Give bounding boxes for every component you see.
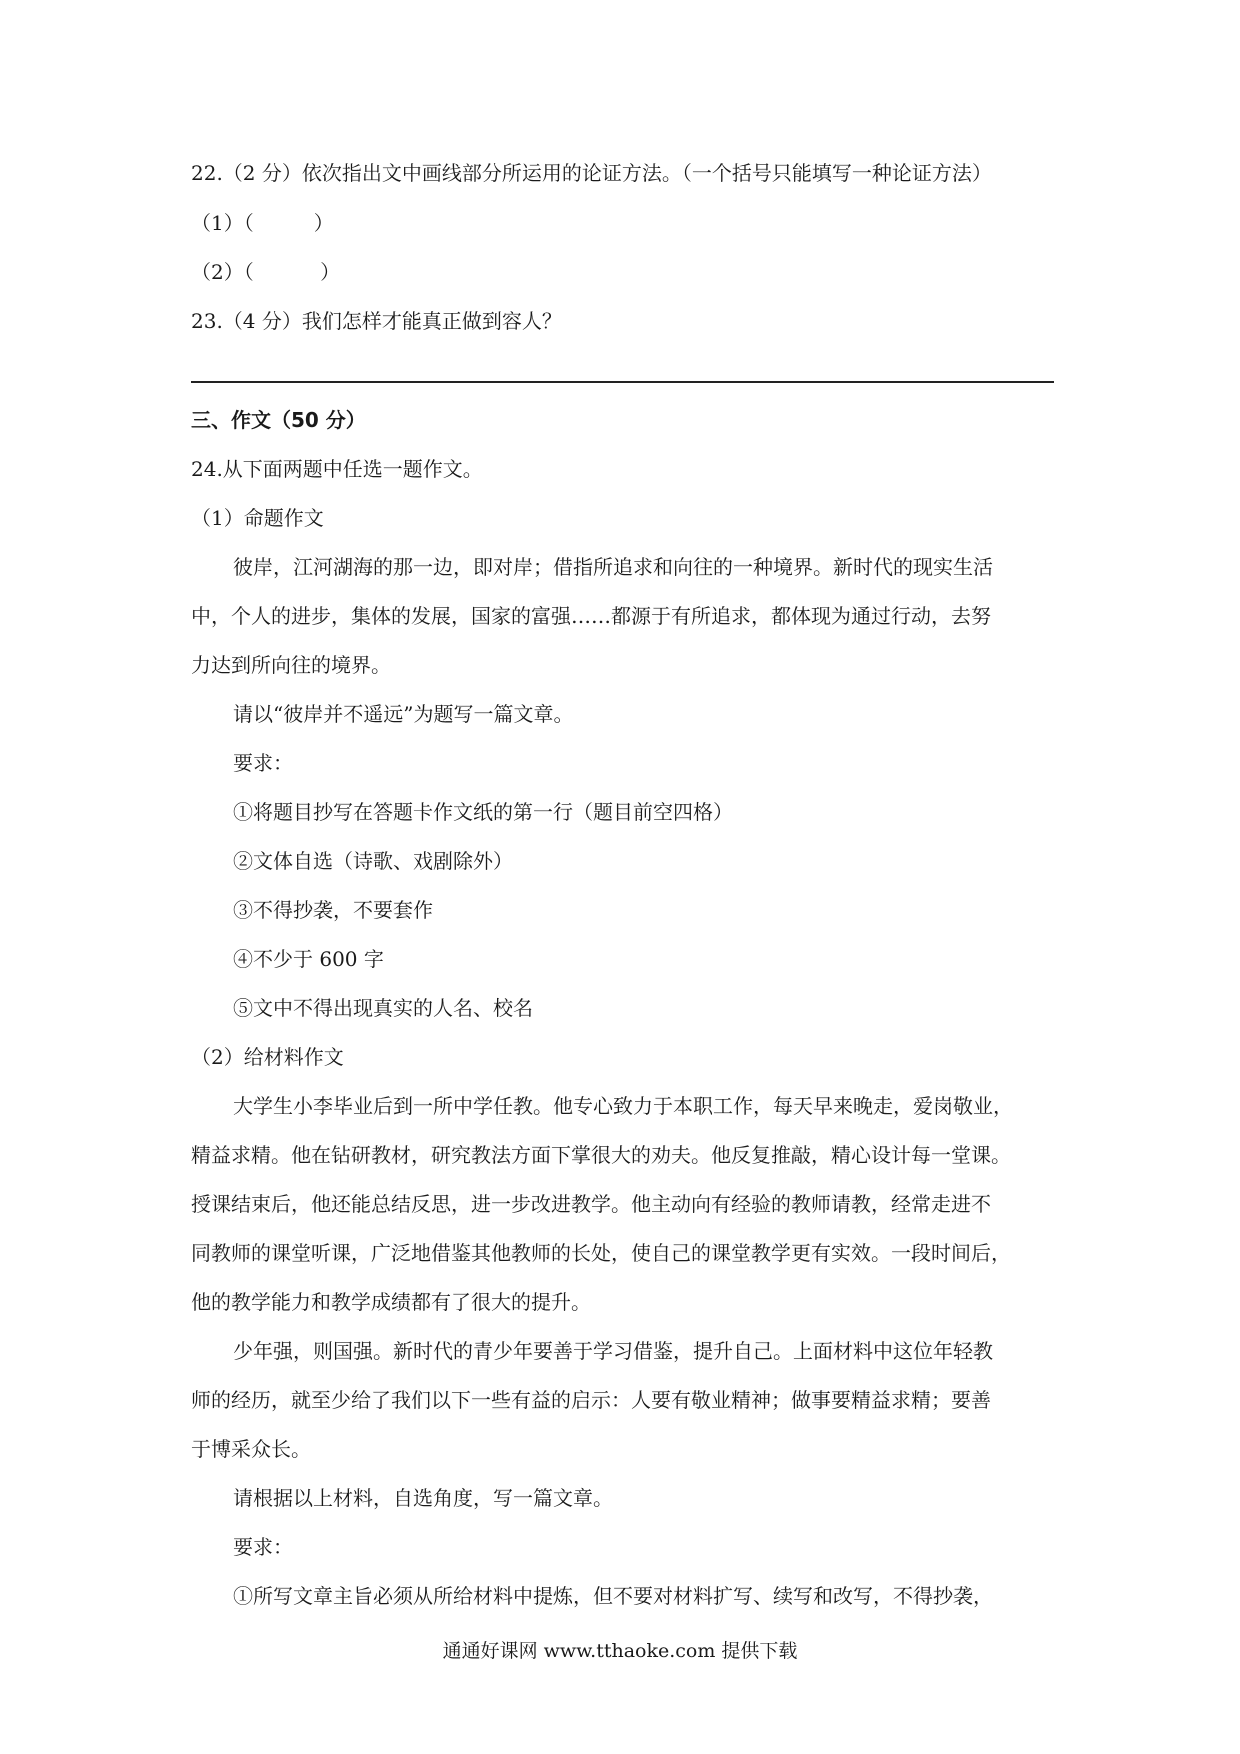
question-22-title: 22.（2 分）依次指出文中画线部分所运用的论证方法。（一个括号只能填写一种论证方法） [191, 161, 992, 185]
option-2-paragraph-line: 他的教学能力和教学成绩都有了很大的提升。 [191, 1290, 591, 1314]
option-2-paragraph-line: 师的经历，就至少给了我们以下一些有益的启示：人要有敬业精神；做事要精益求精；要善 [191, 1388, 991, 1412]
option-1-prompt: 请以“彼岸并不遥远”为题写一篇文章。 [233, 702, 574, 726]
option-2-paragraph-line: 同教师的课堂听课，广泛地借鉴其他教师的长处，使自己的课堂教学更有实效。一段时间后， [191, 1241, 1011, 1265]
option-1-requirement: ⑤文中不得出现真实的人名、校名 [233, 996, 533, 1020]
page-footer: 通通好课网 www.tthaoke.com 提供下载 [442, 1640, 798, 1662]
option-2-paragraph-line: 大学生小李毕业后到一所中学任教。他专心致力于本职工作，每天早来晚走，爱岗敬业， [233, 1094, 1013, 1118]
option-2-paragraph-line: 少年强，则国强。新时代的青少年要善于学习借鉴，提升自己。上面材料中这位年轻教 [233, 1339, 993, 1363]
option-2-prompt: 请根据以上材料，自选角度，写一篇文章。 [233, 1486, 613, 1510]
option-1-requirement: ②文体自选（诗歌、戏剧除外） [233, 849, 513, 873]
option-1-requirements-label: 要求： [233, 751, 293, 775]
option-2-paragraph-line: 精益求精。他在钻研教材，研究教法方面下掌很大的劝夫。他反复推敲，精心设计每一堂课。 [191, 1143, 1011, 1167]
option-1-paragraph-line: 力达到所向往的境界。 [191, 653, 391, 677]
question-22-blank-2: （2）（ ） [191, 260, 341, 284]
option-1-paragraph-line: 中，个人的进步，集体的发展，国家的富强……都源于有所追求，都体现为通过行动，去努 [191, 604, 991, 628]
question-22-blank-1: （1）（ ） [191, 211, 334, 235]
section-divider [191, 381, 1054, 383]
option-1-requirement: ④不少于 600 字 [233, 947, 384, 971]
option-2-requirements-label: 要求： [233, 1535, 293, 1559]
option-2-paragraph-line: 于博采众长。 [191, 1437, 311, 1461]
option-1-requirement: ③不得抄袭，不要套作 [233, 898, 433, 922]
option-2-requirement: ①所写文章主旨必须从所给材料中提炼，但不要对材料扩写、续写和改写，不得抄袭， [233, 1584, 993, 1608]
option-2-paragraph-line: 授课结束后，他还能总结反思，进一步改进教学。他主动向有经验的教师请教，经常走进不 [191, 1192, 991, 1216]
question-24-title: 24.从下面两题中任选一题作文。 [191, 457, 483, 481]
option-1-label: （1）命题作文 [191, 506, 324, 530]
option-2-label: （2）给材料作文 [191, 1045, 344, 1069]
option-1-requirement: ①将题目抄写在答题卡作文纸的第一行（题目前空四格） [233, 800, 733, 824]
option-1-paragraph-line: 彼岸，江河湖海的那一边，即对岸；借指所追求和向往的一种境界。新时代的现实生活 [233, 555, 993, 579]
question-23-title: 23.（4 分）我们怎样才能真正做到容人？ [191, 309, 562, 333]
section-3-heading: 三、作文（50 分） [191, 408, 366, 432]
